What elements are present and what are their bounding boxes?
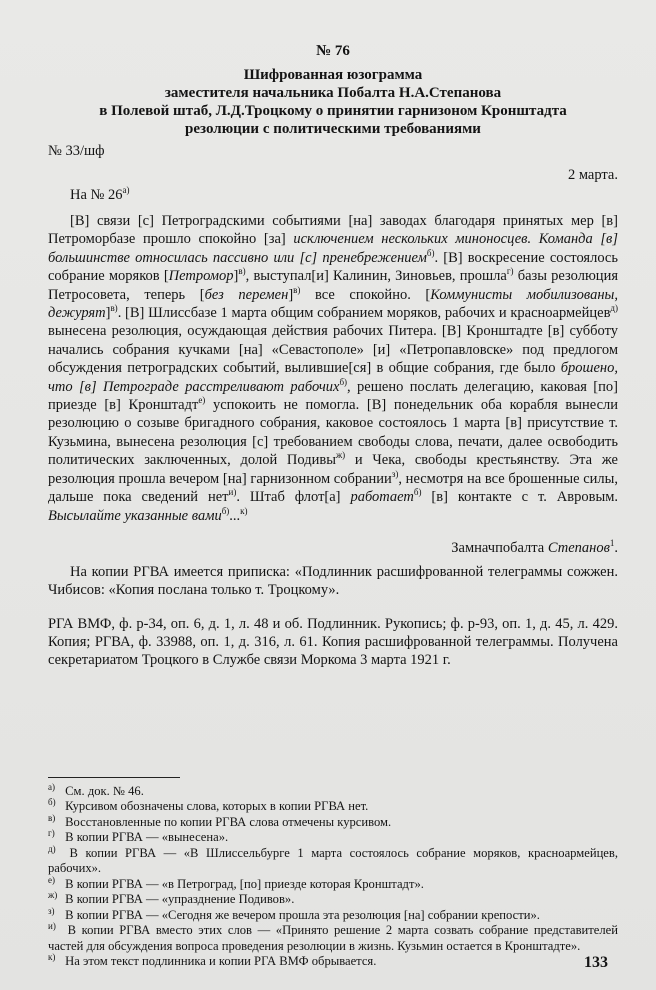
footnote: з) В копии РГВА — «Сегодня же вечером прошла эта резолюция [на] собрании крепости». (48, 905, 540, 922)
footnote-text: Восстановленные по копии РГВА слова отмечены курсивом. (62, 814, 392, 829)
footnote-text: На этом текст подлинника и копии РГА ВМФ обрывается. (62, 954, 377, 969)
incoming-ref-text: На № 26 (70, 187, 123, 203)
incoming-ref-mark: а) (122, 185, 130, 196)
footnote-divider (48, 777, 180, 778)
document-title-line: в Полевой штаб, Л.Д.Троцкому о принятии гарнизоном Кронштадта (99, 103, 567, 119)
incoming-ref (48, 186, 618, 204)
footnote: б) Курсивом обозначены слова, которых в копии РГВА нет. (48, 797, 369, 814)
footnote-text: Курсивом обозначены слова, которых в копии РГВА нет. (62, 799, 369, 814)
document-title-line: резолюции с политическими требованиями (185, 121, 481, 137)
document-heading (48, 42, 618, 138)
footnote-text: См. док. № 46. (62, 783, 144, 798)
footnote-text: В копии РГВА вместо этих слов — «Принято решение 2 марта созвать собрание представителей частей для обсуждения вопроса проведения резолюции в жизнь. Кузьмин остается в Кронштадте». (48, 923, 618, 953)
footnotes (48, 781, 618, 970)
document-ref: № 33/шф (48, 143, 105, 159)
document-number: № 76 (316, 43, 350, 59)
document-title-line: Шифрованная юзограмма (243, 67, 423, 83)
footnote: к) На этом текст подлинника и копии РГА ВМФ обрывается. (48, 952, 377, 969)
signature-name: Степанов (547, 539, 610, 556)
archive-reference: РГА ВМФ, ф. р-34, оп. 6, д. 1, л. 48 и об. Подлинник. Рукопись; ф. р-93, оп. 1, д. 45, л. 429. Копия; РГВА, ф. 33988, оп. 1, д. 316, л. 61. Копия расшифрованной телеграммы. Получена секретариатом Троцкого в Службе связи Моркома 3 марта 1921 г. (48, 615, 618, 668)
signature: Замначпобалта Степанов$^1$. (451, 538, 618, 556)
footnote: г) В копии РГВА — «вынесена». (48, 828, 229, 845)
document-date: 2 марта. (567, 167, 618, 183)
footnote-text: В копии РГВА — «вынесена». (62, 830, 229, 845)
footnote: а) См. док. № 46. (48, 781, 144, 798)
footnote-text: В копии РГВА — «Сегодня же вечером прошла эта резолюция [на] собрании крепости». (62, 907, 540, 922)
page-number: 133 (584, 954, 608, 971)
signature-mark: 1 (609, 538, 615, 549)
telegram-body: [В] связи [с] Петроградскими событиями [на] заводах благодаря принятых мер [в] Петроморбазе прошло спокойно [за] исключением нескольких миноносцев. Команда [в] большинстве относилась пассивно или [с] пренебрежением$^{б)}$. [В] воскресение состоялось собрание моряков [Петромор]$^{в)}$, выступал[и] Калинин, Зиновьев, прошла$^{г)}$ базы резолюция Петросовета, теперь [без перемен]$^{в)}$ все спокойно. [Коммунисты мобилизованы, дежурят]$^{в)}$. [В] Шлиссбазе 1 марта общим собранием моряков, рабочих и красноармейцев$^{д)}$ вынесена резолюция, осуждающая действия рабочих Питера. [В] Кронштадте [в] субботу начались собрания кучками [на] «Севастополе» [и] «Петропавловске» под предлогом обсуждения петроградских событий, вылившие[ся] в общие собрания, где было брошено, что [в] Петрограде расстреливают рабочих$^{б)}$, решено послать делегацию, каковая [по] приезде [в] Кронштадт$^{е)}$ успокоить не помогла. [В] понедельник оба корабля вынесли резолюцию о созыве бригадного собрания, каковое состоялось 1 марта [в] присутствие т. Кузьмина, вынесена резолюция [с] требованием свободы слова, печати, далее освободить политических заключенных, долой Подивы$^{ж)}$ и Чека, свободы крестьянству. Эта же резолюция прошла вечером [на] гарнизонном собрании$^{з)}$, несмотря на все брошенные силы, дальше пока сведений нет$^{и)}$. Штаб флот[а] работает$^{б)}$ [в] контакте с т. Авровым. Высылайте указанные вами$^{б)}$...$^{к)}$ (48, 213, 619, 524)
footnote-text: В копии РГВА — «в Петроград, [по] приезде которая Кронштадт». (62, 876, 424, 891)
document-title-line: заместителя начальника Побалта Н.А.Степанова (164, 85, 502, 101)
footnote-text: В копии РГВА — «упразднение Подивов». (62, 892, 295, 907)
footnote: ж) В копии РГВА — «упразднение Подивов». (48, 890, 295, 907)
footnote: д) В копии РГВА — «В Шлиссельбурге 1 марта состоялось собрание моряков, красноармейцев, рабочих». (48, 843, 618, 876)
copy-note: На копии РГВА имеется приписка: «Подлинник расшифрованной телеграммы сожжен. Чибисов: «Копия послана только т. Троцкому». (48, 563, 618, 598)
footnote: е) В копии РГВА — «в Петроград, [по] приезде которая Кронштадт». (48, 874, 424, 891)
footnote-text: В копии РГВА — «В Шлиссельбурге 1 марта состоялось собрание моряков, красноармейцев, рабочих». (48, 845, 618, 876)
footnote: и) В копии РГВА вместо этих слов — «Принято решение 2 марта созвать собрание представителей частей для обсуждения вопроса проведения резолюции в жизнь. Кузьмин остается в Кронштадте». (48, 921, 618, 953)
footnote: в) Восстановленные по копии РГВА слова отмечены курсивом. (48, 812, 392, 829)
signature-label: Замначпобалта (451, 539, 545, 556)
